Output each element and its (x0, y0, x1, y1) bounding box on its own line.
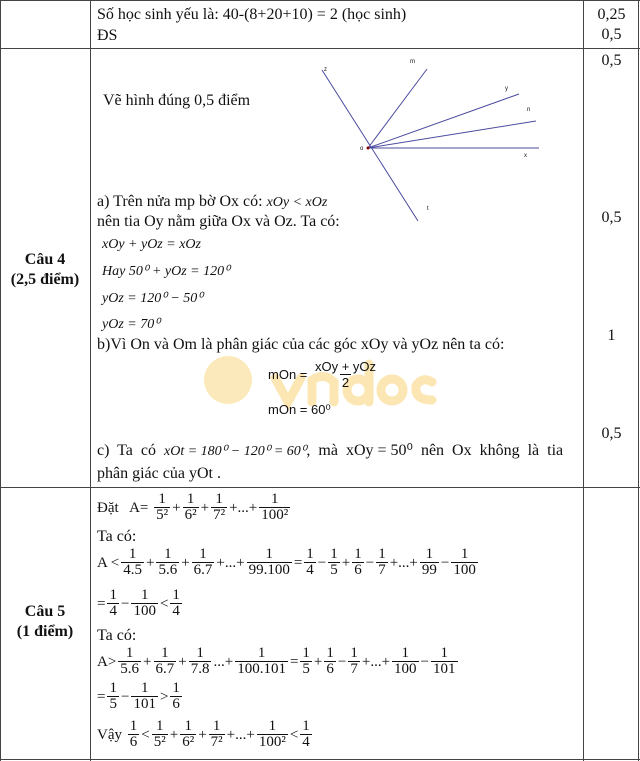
label-z: z (324, 67, 327, 73)
fraction (304, 547, 316, 578)
score: 0,5 (601, 52, 622, 69)
solution-line (97, 627, 136, 645)
part-c-math: xOt = 180⁰ − 120⁰ = 60⁰ (164, 444, 307, 459)
denominator: 5.6 (120, 661, 140, 677)
label-m: m (410, 59, 415, 65)
math-token: + (172, 499, 181, 516)
equation-1: xOy + yOz = xOz (102, 237, 201, 252)
score: 0,5 (601, 209, 622, 226)
math-token: Ta có: (97, 528, 137, 545)
numerator: 1 (302, 718, 310, 734)
numerator: 1 (172, 680, 180, 696)
numerator: 1 (196, 645, 204, 661)
math-token: + (178, 653, 187, 670)
fraction (420, 547, 439, 578)
part-b-line: b)Vì On và Om là phân giác của các góc xOy và yOz nên ta có: (97, 336, 505, 353)
numerator: 1 (129, 718, 138, 734)
numerator: 1 (215, 491, 223, 507)
math-token: + (341, 554, 351, 571)
math-token: − (120, 688, 130, 705)
fraction (431, 646, 458, 677)
math-token: + (169, 726, 179, 743)
math-token: Đặt A= (97, 499, 153, 516)
ray-om (368, 69, 427, 148)
numerator: 1 (140, 587, 149, 603)
fraction (152, 719, 168, 750)
numerator: 1 (164, 546, 172, 562)
denominator: 4 (302, 734, 310, 750)
numerator: 1 (155, 718, 164, 734)
numerator: 1 (460, 546, 469, 562)
math-token: = (97, 688, 106, 705)
row1-line2: ĐS (97, 27, 118, 44)
denominator: 6.7 (193, 562, 213, 578)
score: 1 (607, 327, 616, 344)
solution-line (97, 528, 136, 546)
numerator: 1 (140, 680, 149, 696)
numerator: 1 (330, 546, 338, 562)
fraction (209, 719, 225, 750)
fraction (107, 588, 119, 619)
part-a-text: a) Trên nửa mp bờ Ox có: (97, 193, 267, 210)
fraction (128, 719, 140, 750)
fraction (156, 547, 179, 578)
math-token: +...+ (216, 554, 245, 571)
math-token: = (289, 653, 299, 670)
math-token: − (317, 554, 327, 571)
denominator: 5 (330, 562, 338, 578)
fraction (235, 646, 288, 677)
denominator: 7² (213, 507, 226, 523)
denominator: 5² (153, 734, 166, 750)
score: 0,5 (601, 425, 622, 442)
numerator: 1 (268, 718, 277, 734)
label-x: x (524, 153, 527, 159)
part-c-line2: phân giác của yOt . (97, 465, 221, 482)
numerator: 1 (186, 491, 195, 507)
denominator: 99 (421, 562, 437, 578)
numerator: 1 (326, 645, 334, 661)
equation-2-math: 50⁰ + yOz = 120⁰ (125, 264, 230, 279)
denominator: 5.6 (158, 562, 178, 578)
question-5-title: Câu 5 (24, 603, 66, 620)
denominator: 4.5 (123, 562, 142, 578)
denominator: 4 (172, 603, 180, 619)
hay-label: Hay (102, 264, 126, 279)
numerator: 1 (425, 546, 434, 562)
fraction (259, 492, 290, 523)
math-token: Ta có: (97, 627, 137, 644)
numerator: 1 (378, 546, 386, 562)
denominator: 5 (302, 661, 310, 677)
numerator: 1 (265, 546, 273, 562)
math-token: < (141, 726, 150, 743)
mon-numerator: xOy + yOz (315, 359, 377, 374)
numerator: 1 (354, 546, 362, 562)
numerator: 1 (302, 645, 310, 661)
table-bottom-border (0, 759, 640, 760)
math-token: − (337, 653, 347, 670)
numerator: 1 (125, 645, 134, 661)
mon-lhs: mOn = (268, 366, 311, 382)
solution-line (97, 719, 314, 750)
denominator: 6.7 (155, 661, 175, 677)
numerator: 1 (128, 546, 137, 562)
math-token: + (145, 554, 155, 571)
numerator: 1 (172, 587, 180, 603)
math-token: +...+ (229, 499, 258, 516)
fraction (257, 719, 288, 750)
part-a-line1 (97, 193, 327, 212)
numerator: 1 (306, 546, 314, 562)
mascot-icon (204, 356, 252, 404)
question-5-points: (1 điểm) (16, 623, 74, 640)
math-token: +...+ (389, 554, 418, 571)
label-o: o (360, 146, 364, 152)
numerator: 1 (257, 645, 266, 661)
label-n: n (527, 107, 531, 113)
denominator: 7² (210, 734, 223, 750)
label-t: t (427, 206, 429, 212)
fraction (211, 492, 227, 523)
math-token: − (120, 595, 130, 612)
solution-line (97, 492, 292, 523)
numerator: 1 (212, 718, 221, 734)
denominator: 6² (184, 507, 197, 523)
mon-denominator: 2 (341, 375, 350, 390)
denominator: 7.8 (190, 661, 210, 677)
draw-instruction: Vẽ hình đúng 0,5 điểm (103, 92, 251, 109)
row1-line1: Số học sinh yếu là: 40-(8+20+10) = 2 (học sinh) (97, 6, 407, 23)
fraction (121, 547, 144, 578)
equation-2 (102, 263, 230, 281)
denominator: 100 (453, 562, 476, 578)
part-a-line2: nên tia Oy nằm giữa Ox và Oz. Ta có: (97, 213, 340, 230)
equation-4: yOz = 70⁰ (102, 317, 160, 332)
fraction (376, 547, 388, 578)
numerator: 1 (109, 587, 117, 603)
denominator: 100.101 (237, 661, 286, 677)
denominator: 101 (133, 696, 156, 712)
solution-line (97, 547, 480, 578)
math-token: +...+ (226, 726, 255, 743)
score: 0,25 (597, 6, 626, 23)
fraction (192, 547, 215, 578)
denominator: 100² (258, 734, 286, 750)
fraction (352, 547, 364, 578)
solution-line (97, 681, 184, 712)
part-a-math: xOy < xOz (266, 195, 328, 210)
denominator: 7 (350, 661, 358, 677)
fraction (300, 719, 312, 750)
score: 0,5 (601, 26, 622, 43)
math-token: + (313, 653, 323, 670)
fraction (348, 646, 360, 677)
solution-line (97, 646, 460, 677)
fraction (107, 681, 119, 712)
numerator: 1 (199, 546, 207, 562)
ray-on (368, 121, 536, 148)
solution-line (97, 588, 184, 619)
numerator: 1 (158, 491, 166, 507)
math-token: = (293, 554, 303, 571)
row-divider (0, 487, 640, 488)
math-token: A> (97, 653, 117, 670)
denominator: 5 (109, 696, 117, 712)
fraction (328, 547, 340, 578)
math-token: − (440, 554, 450, 571)
mon-result: mOn = 60⁰ (268, 402, 331, 417)
denominator: 101 (433, 661, 456, 677)
label-y: y (505, 86, 508, 92)
fraction (324, 646, 336, 677)
fraction (131, 681, 158, 712)
math-token: A < (97, 554, 120, 571)
point-o (367, 147, 370, 150)
denominator: 99.100 (248, 562, 290, 578)
fraction (300, 646, 312, 677)
fraction (392, 646, 419, 677)
fraction (451, 547, 478, 578)
math-token: < (159, 595, 169, 612)
fraction (189, 646, 212, 677)
fraction (154, 646, 177, 677)
math-token: ...+ (213, 653, 234, 670)
denominator: 6 (172, 696, 180, 712)
denominator: 5² (156, 507, 169, 523)
mon-equation (268, 359, 380, 390)
denominator: 100 (394, 661, 417, 677)
fraction (170, 681, 182, 712)
math-token: + (181, 554, 190, 571)
math-token: − (365, 554, 375, 571)
fraction (183, 492, 199, 523)
question-4-points: (2,5 điểm) (10, 271, 80, 288)
denominator: 6² (182, 734, 195, 750)
denominator: 100² (261, 507, 289, 523)
fraction (180, 719, 196, 750)
fraction (247, 547, 292, 578)
part-c-text-a: c) Ta có (97, 442, 160, 459)
numerator: 1 (270, 491, 279, 507)
denominator: 7 (378, 562, 386, 578)
denominator: 6 (354, 562, 362, 578)
part-c-text-b: , mà xOy = 50⁰ nên Ox không là tia (306, 442, 564, 459)
fraction (170, 588, 182, 619)
denominator: 6 (326, 661, 334, 677)
denominator: 100 (133, 603, 156, 619)
fraction (131, 588, 158, 619)
math-token: + (198, 726, 207, 743)
numerator: 1 (350, 645, 358, 661)
numerator: 1 (401, 645, 410, 661)
numerator: 1 (440, 645, 448, 661)
question-4-title: Câu 4 (24, 251, 66, 268)
math-token: Vậy (97, 726, 126, 743)
math-token: < (289, 726, 299, 743)
numerator: 1 (161, 645, 169, 661)
math-token: − (420, 653, 429, 670)
denominator: 6 (129, 734, 138, 750)
math-token: + (143, 653, 152, 670)
math-token: +...+ (361, 653, 391, 670)
math-token: = (97, 595, 106, 612)
numerator: 1 (184, 718, 192, 734)
part-c-line1 (97, 442, 563, 461)
math-token: > (159, 688, 169, 705)
equation-3: yOz = 120⁰ − 50⁰ (102, 291, 203, 306)
numerator: 1 (109, 680, 117, 696)
fraction (154, 492, 170, 523)
fraction (118, 646, 141, 677)
ray-oy (368, 94, 519, 148)
denominator: 4 (109, 603, 117, 619)
math-token: + (200, 499, 210, 516)
denominator: 4 (306, 562, 314, 578)
